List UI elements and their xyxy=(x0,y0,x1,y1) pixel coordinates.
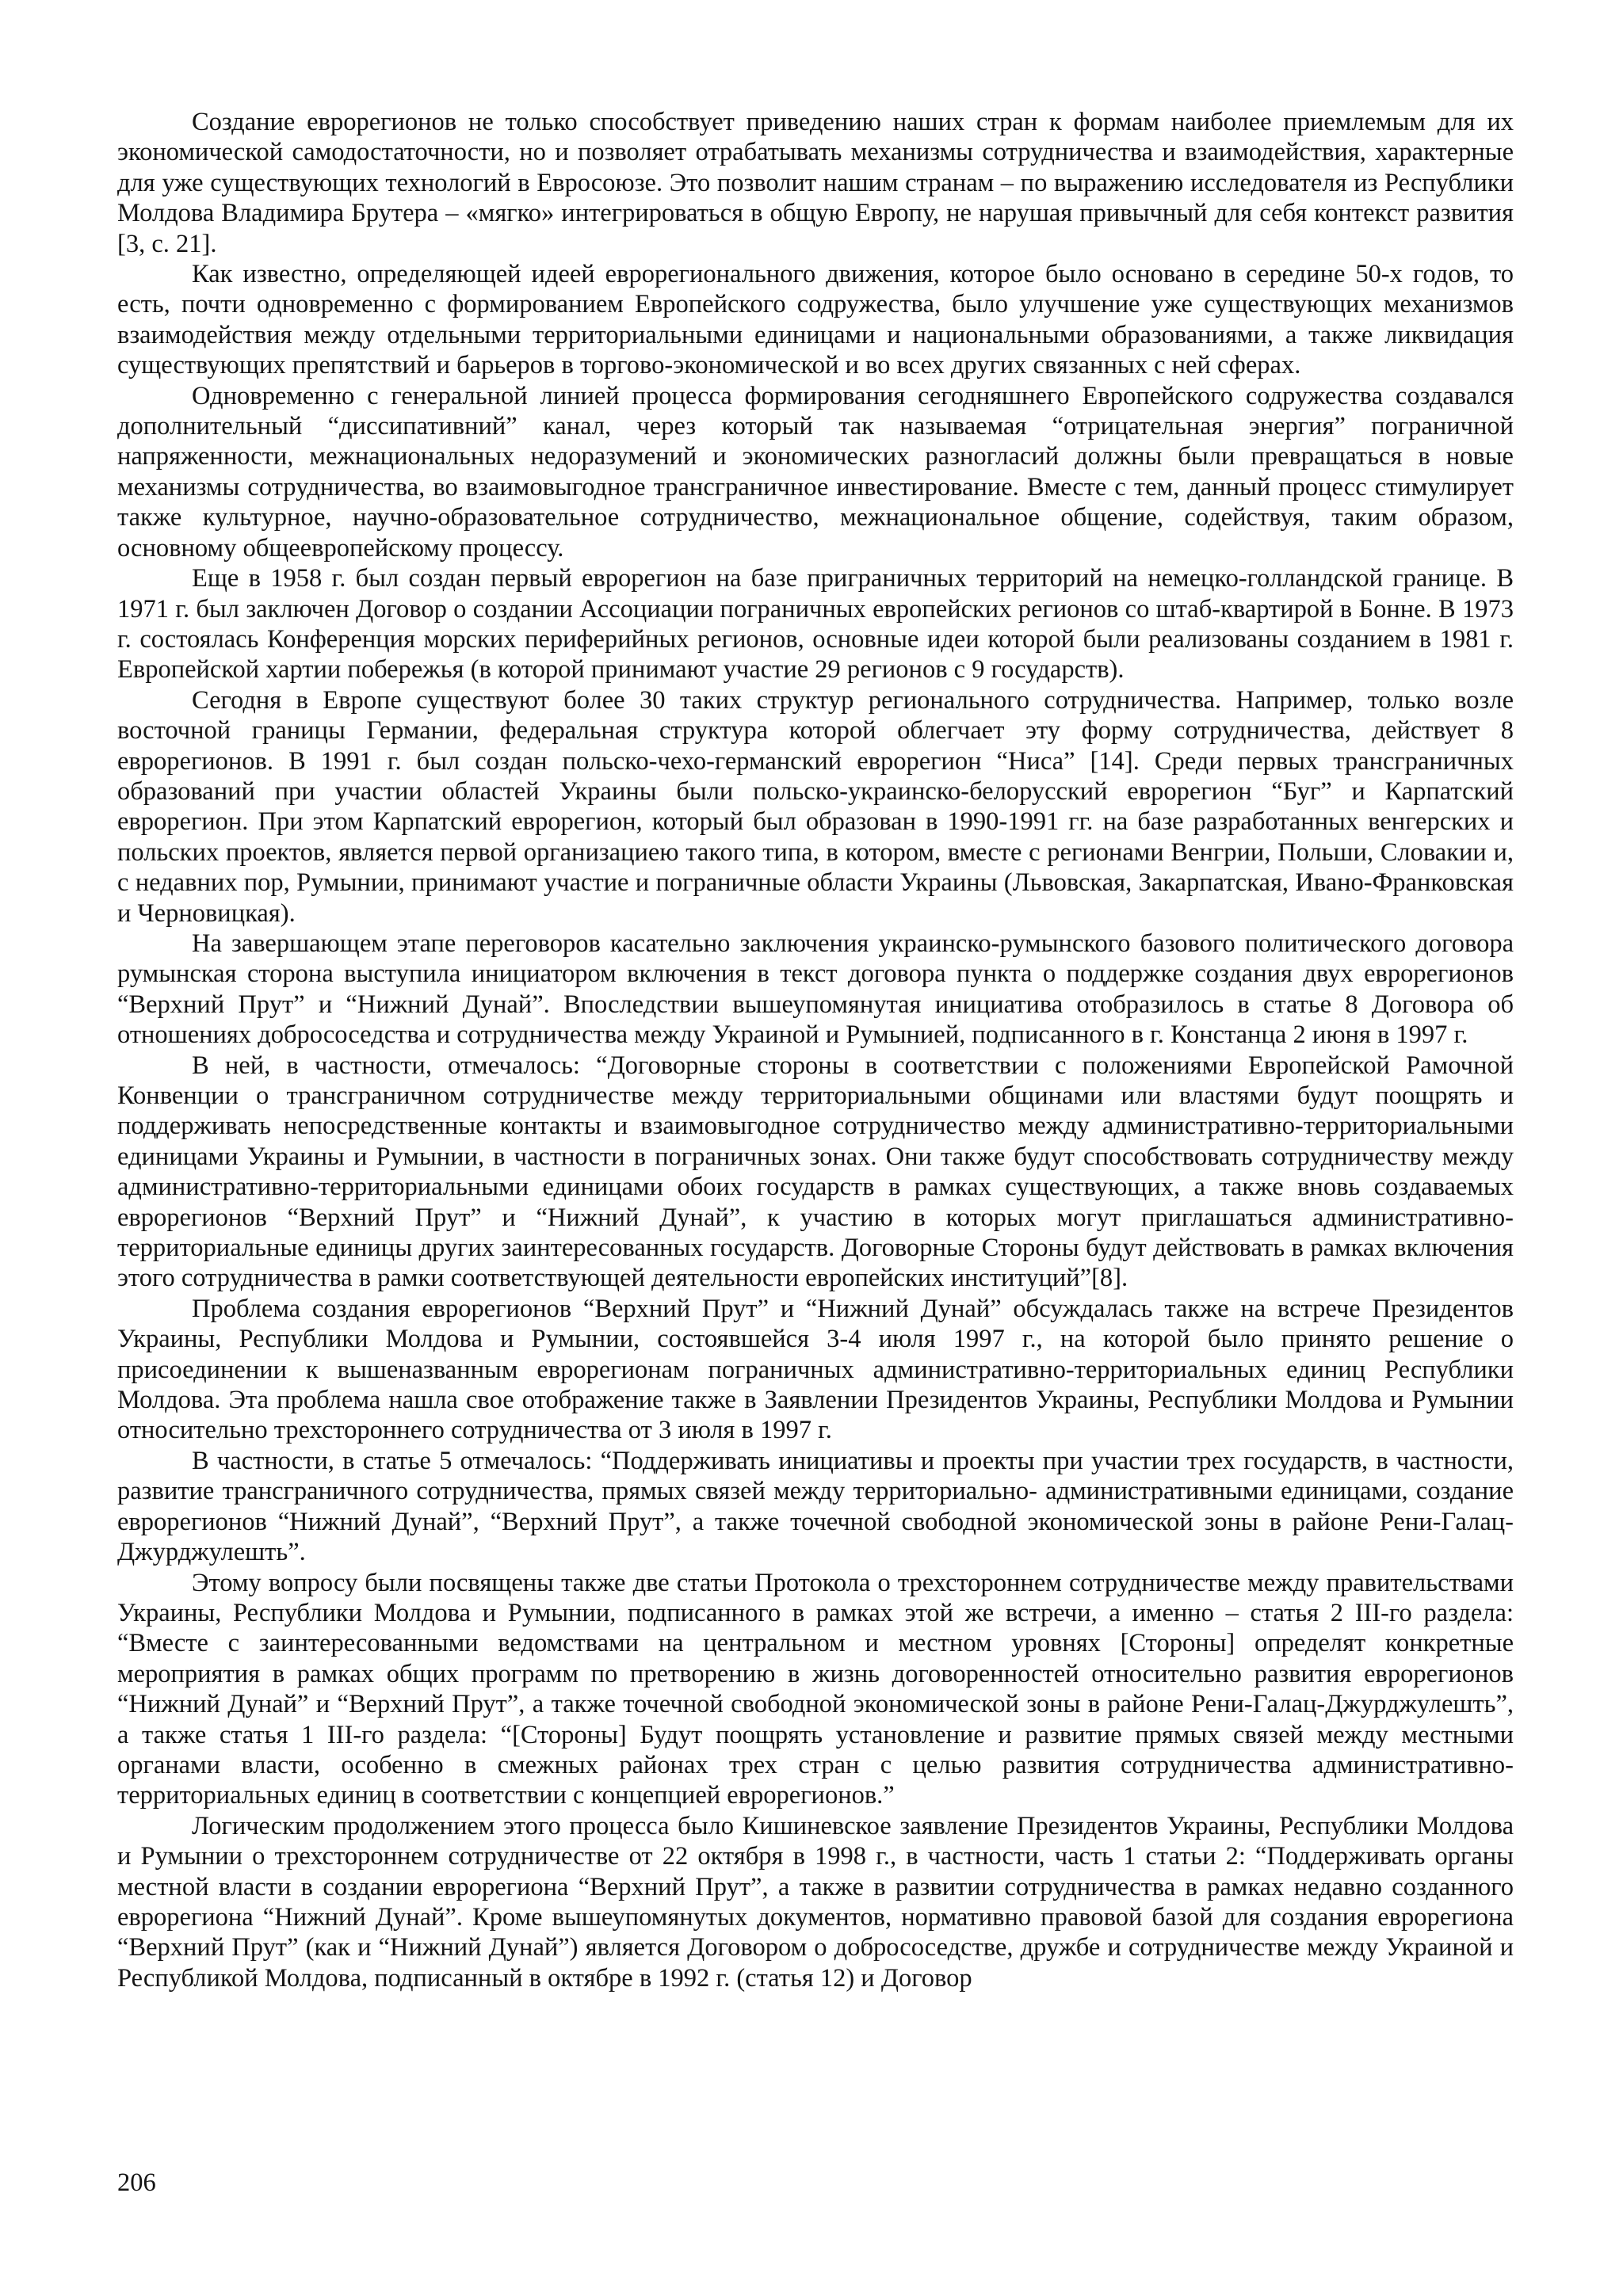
paragraph: В ней, в частности, отмечалось: “Договорные стороны в соответствии с положениями Европейской Рамочной Конвенции о трансграничном сотрудничестве между территориальными общинами или властями будут поощрять и поддерживать непосредственные контакты и взаимовыгодное сотрудничество между административно-территориальными единицами Украины и Румынии, в частности в пограничных зонах. Они также будут способствовать сотрудничеству между административно-территориальными единицами обоих государств в рамках существующих, а также вновь создаваемых еврорегионов “Верхний Прут” и “Нижний Дунай”, к участию в которых могут приглашаться административно-территориальные единицы других заинтересованных государств. Договорные Стороны будут действовать в рамках включения этого сотрудничества в рамки соответствующей деятельности европейских институций”[8]. xyxy=(117,1051,1514,1293)
paragraph: Создание еврорегионов не только способствует приведению наших стран к формам наиболее приемлемым для их экономической самодостаточности, но и позволяет отрабатывать механизмы сотрудничества и взаимодействия, характерные для уже существующих технологий в Евросоюзе. Это позволит нашим странам – по выражению исследователя из Республики Молдова Владимира Брутера – «мягко» интегрироваться в общую Европу, не нарушая привычный для себя контекст развития [3, с. 21]. xyxy=(117,108,1514,258)
paragraph: Логическим продолжением этого процесса было Кишиневское заявление Президентов Украины, Республики Молдова и Румынии о трехстороннем сотрудничестве от 22 октября в 1998 г., в частности, часть 1 статьи 2: “Поддерживать органы местной власти в создании еврорегиона “Верхний Прут”, а также в развитии сотрудничества в рамках недавно созданного еврорегиона “Нижний Дунай”. Кроме вышеупомянутых документов, нормативно правовой базой для создания еврорегиона “Верхний Прут” (как и “Нижний Дунай”) является Договором о добрососедстве, дружбе и сотрудничестве между Украиной и Республикой Молдова, подписанный в октябре в 1992 г. (статья 12) и Договор xyxy=(117,1811,1514,1993)
paragraph: Сегодня в Европе существуют более 30 таких структур регионального сотрудничества. Например, только возле восточной границы Германии, федеральная структура которой облегчает эту форму сотрудничества, действует 8 еврорегионов. В 1991 г. был создан польско-чехо-германский еврорегион “Ниса” [14]. Среди первых трансграничных образований при участии областей Украины были польско-украинско-белорусский еврорегион “Буг” и Карпатский еврорегион. При этом Карпатский еврорегион, который был образован в 1990-1991 гг. на базе разработанных венгерских и польских проектов, является первой организациею такого типа, в котором, вместе с регионами Венгрии, Польши, Словакии и, с недавних пор, Румынии, принимают участие и пограничные области Украины (Львовская, Закарпатская, Ивано-Франковская и Черновицкая). xyxy=(117,685,1514,928)
paragraph: Этому вопросу были посвящены также две статьи Протокола о трехстороннем сотрудничестве между правительствами Украины, Республики Молдова и Румынии, подписанного в рамках этой же встречи, а именно – статья 2 III-го раздела: “Вместе с заинтересованными ведомствами на центральном и местном уровнях [Стороны] определят конкретные мероприятия в рамках общих программ по претворению в жизнь договоренностей относительно развития еврорегионов “Нижний Дунай” и “Верхний Прут”, а также точечной свободной экономической зоны в районе Рени-Галац-Джурджулешть”, а также статья 1 III-го раздела: “[Стороны] Будут поощрять установление и развитие прямых связей между местными органами власти, особенно в смежных районах трех стран с целью развития сотрудничества административно-территориальных единиц в соответствии с концепцией еврорегионов.” xyxy=(117,1568,1514,1810)
paragraph: Как известно, определяющей идеей еврорегионального движения, которое было основано в середине 50-х годов, то есть, почти одновременно с формированием Европейского содружества, было улучшение уже существующих механизмов взаимодействия между отдельными территориальными единицами и национальными образованиями, а также ликвидация существующих препятствий и барьеров в торгово-экономической и во всех других связанных с ней сферах. xyxy=(117,260,1514,380)
paragraph: Еще в 1958 г. был создан первый еврорегион на базе приграничных территорий на немецко-голландской границе. В 1971 г. был заключен Договор о создании Ассоциации пограничных европейских регионов со штаб-квартирой в Бонне. В 1973 г. состоялась Конференция морских периферийных регионов, основные идеи которой были реализованы созданием в 1981 г. Европейской хартии побережья (в которой принимают участие 29 регионов с 9 государств). xyxy=(117,564,1514,685)
paragraph: На завершающем этапе переговоров касательно заключения украинско-румынского базового политического договора румынская сторона выступила инициатором включения в текст договора пункта о поддержке создания двух еврорегионов “Верхний Прут” и “Нижний Дунай”. Впоследствии вышеупомянутая инициатива отобразилось в статье 8 Договора об отношениях добрососедства и сотрудничества между Украиной и Румынией, подписанного в г. Констанца 2 июня в 1997 г. xyxy=(117,929,1514,1050)
document-body xyxy=(117,107,1514,1993)
paragraph: Одновременно с генеральной линией процесса формирования сегодняшнего Европейского содружества создавался дополнительный “диссипативний” канал, через который так называемая “отрицательная энергия” пограничной напряженности, межнациональных недоразумений и экономических разногласий должны были превращаться в новые механизмы сотрудничества, во взаимовыгодное трансграничное инвестирование. Вместе с тем, данный процесс стимулирует также культурное, научно-образовательное сотрудничество, межнациональное общение, содействуя, таким образом, основному общеевропейскому процессу. xyxy=(117,381,1514,563)
paragraph: В частности, в статье 5 отмечалось: “Поддерживать инициативы и проекты при участии трех государств, в частности, развитие трансграничного сотрудничества, прямых связей между территориально- административными единицами, создание еврорегионов “Нижний Дунай”, “Верхний Прут”, а также точечной свободной экономической зоны в районе Рени-Галац-Джурджулешть”. xyxy=(117,1446,1514,1567)
paragraph: Проблема создания еврорегионов “Верхний Прут” и “Нижний Дунай” обсуждалась также на встрече Президентов Украины, Республики Молдова и Румынии, состоявшейся 3-4 июля 1997 г., на которой было принято решение о присоединении к вышеназванным еврорегионам пограничных административно-территориальных единиц Республики Молдова. Эта проблема нашла свое отображение также в Заявлении Президентов Украины, Республики Молдова и Румынии относительно трехстороннего сотрудничества от 3 июля в 1997 г. xyxy=(117,1294,1514,1445)
page-number: 206 xyxy=(117,2168,156,2197)
